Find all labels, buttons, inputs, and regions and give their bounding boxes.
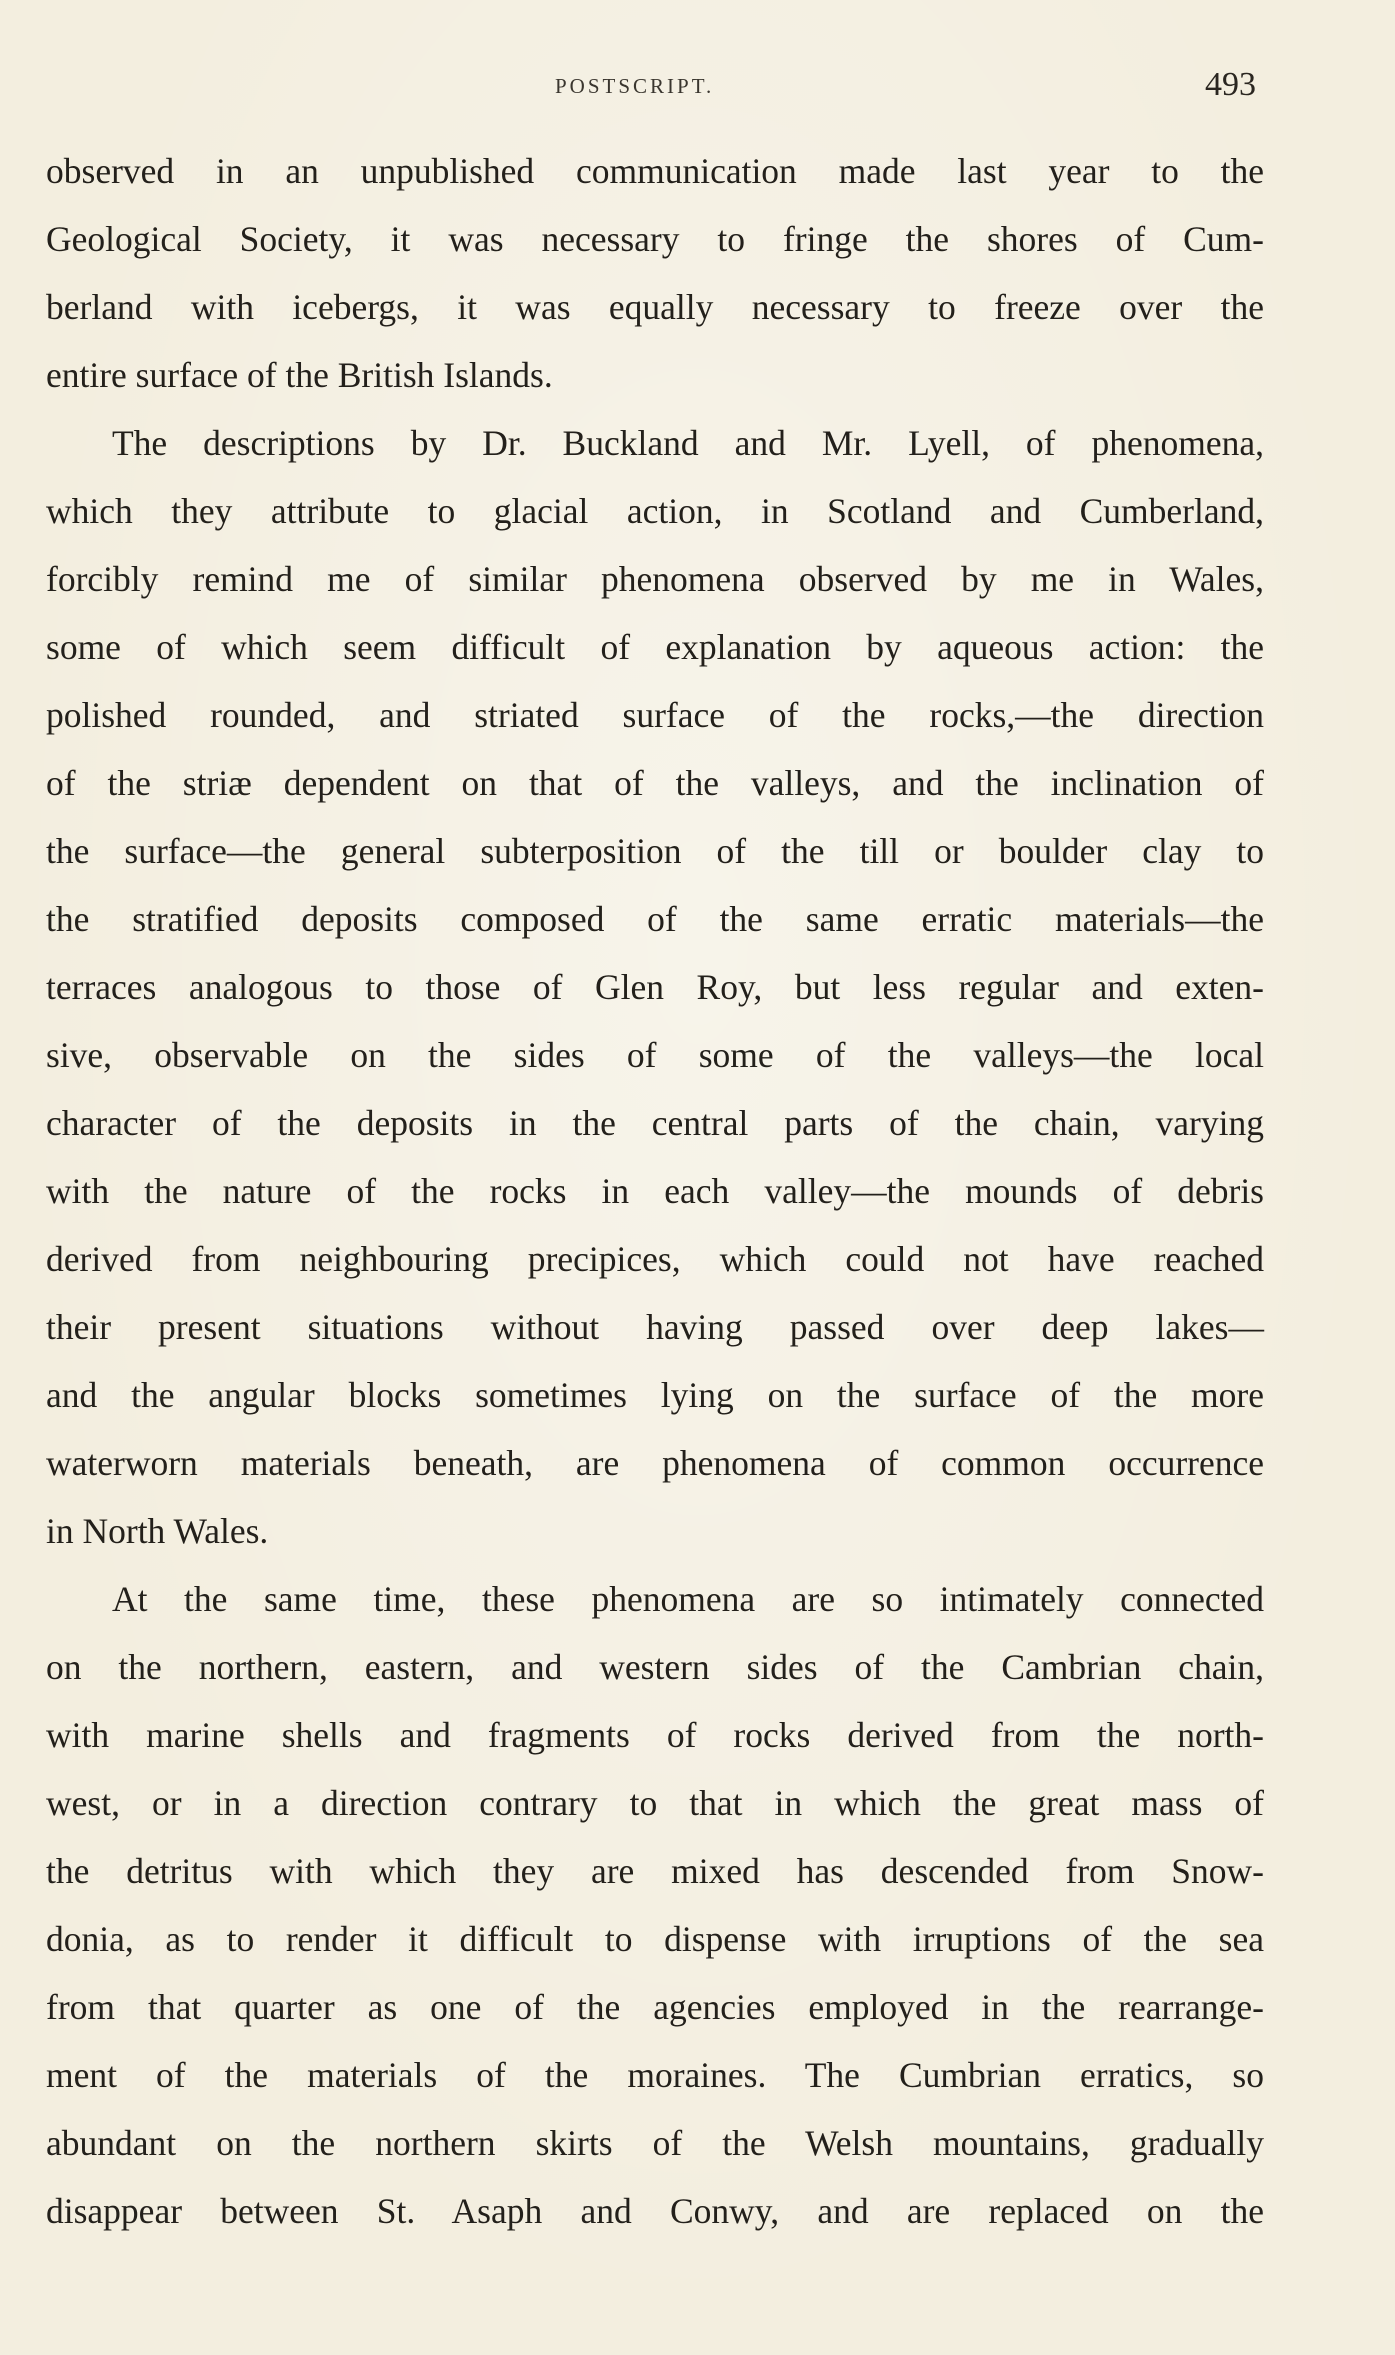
text-line: character of the deposits in the central parts of the chain, varying bbox=[46, 1103, 1264, 1143]
text-line: ment of the materials of the moraines. The Cumbrian erratics, so bbox=[46, 2055, 1264, 2095]
body-text bbox=[46, 137, 1264, 2245]
text-line: forcibly remind me of similar phenomena observed by me in Wales, bbox=[46, 559, 1264, 599]
text-line: the detritus with which they are mixed has descended from Snow- bbox=[46, 1851, 1264, 1891]
paragraph bbox=[46, 409, 1264, 1565]
text-line: terraces analogous to those of Glen Roy, but less regular and exten- bbox=[46, 967, 1264, 1007]
text-line: polished rounded, and striated surface of the rocks,—the direction bbox=[46, 695, 1264, 735]
text-line: Geological Society, it was necessary to fringe the shores of Cum- bbox=[46, 219, 1264, 259]
text-line: At the same time, these phenomena are so intimately connected bbox=[112, 1579, 1264, 1619]
text-line: The descriptions by Dr. Buckland and Mr. Lyell, of phenomena, bbox=[112, 423, 1264, 463]
text-line: entire surface of the British Islands. bbox=[46, 355, 553, 395]
running-head bbox=[0, 66, 1395, 110]
text-line: observed in an unpublished communication made last year to the bbox=[46, 151, 1264, 191]
text-line: from that quarter as one of the agencies employed in the rearrange- bbox=[46, 1987, 1264, 2027]
text-line: disappear between St. Asaph and Conwy, and are replaced on the bbox=[46, 2191, 1264, 2231]
text-line: waterworn materials beneath, are phenomena of common occurrence bbox=[46, 1443, 1264, 1483]
text-line: and the angular blocks sometimes lying on the surface of the more bbox=[46, 1375, 1264, 1415]
paragraph bbox=[46, 1565, 1264, 2245]
page-number: 493 bbox=[1205, 66, 1256, 103]
text-line: the surface—the general subterposition of the till or boulder clay to bbox=[46, 831, 1264, 871]
text-line: sive, observable on the sides of some of the valleys—the local bbox=[46, 1035, 1264, 1075]
text-line: abundant on the northern skirts of the Welsh mountains, gradually bbox=[46, 2123, 1264, 2163]
running-title: POSTSCRIPT. bbox=[555, 74, 715, 98]
text-line: with marine shells and fragments of rocks derived from the north- bbox=[46, 1715, 1264, 1755]
text-line: with the nature of the rocks in each valley—the mounds of debris bbox=[46, 1171, 1264, 1211]
text-line: derived from neighbouring precipices, which could not have reached bbox=[46, 1239, 1264, 1279]
text-line: berland with icebergs, it was equally necessary to freeze over the bbox=[46, 287, 1264, 327]
text-line: of the striæ dependent on that of the valleys, and the inclination of bbox=[46, 763, 1264, 803]
text-line: in North Wales. bbox=[46, 1511, 269, 1551]
paragraph bbox=[46, 137, 1264, 409]
text-line: their present situations without having passed over deep lakes— bbox=[46, 1307, 1264, 1347]
text-line: donia, as to render it difficult to dispense with irruptions of the sea bbox=[46, 1919, 1264, 1959]
text-line: some of which seem difficult of explanation by aqueous action: the bbox=[46, 627, 1264, 667]
text-line: on the northern, eastern, and western sides of the Cambrian chain, bbox=[46, 1647, 1264, 1687]
text-line: the stratified deposits composed of the same erratic materials—the bbox=[46, 899, 1264, 939]
text-line: which they attribute to glacial action, in Scotland and Cumberland, bbox=[46, 491, 1264, 531]
text-line: west, or in a direction contrary to that in which the great mass of bbox=[46, 1783, 1264, 1823]
